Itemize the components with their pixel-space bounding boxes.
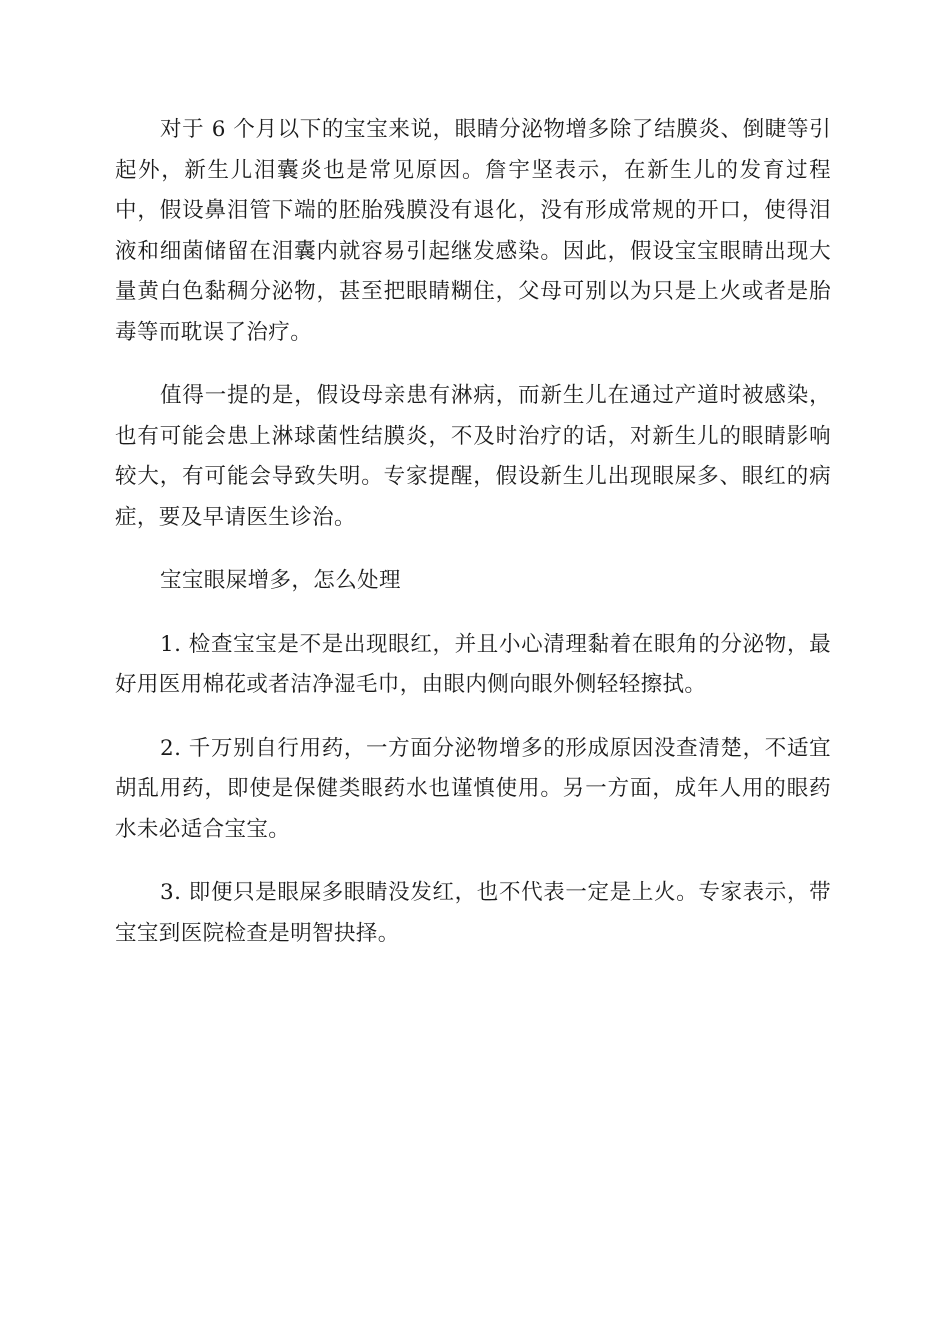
document-body [115, 110, 831, 977]
list-item-1: 1. 检查宝宝是不是出现眼红，并且小心清理黏着在眼角的分泌物，最好用医用棉花或者洁净湿毛巾，由眼内侧向眼外侧轻轻擦拭。 [115, 631, 831, 697]
paragraph-gonorrhea-warning: 值得一提的是，假设母亲患有淋病，而新生儿在通过产道时被感染，也有可能会患上淋球菌性结膜炎，不及时治疗的话，对新生儿的眼睛影响较大，有可能会导致失明。专家提醒，假设新生儿出现眼屎多、眼红的病症，要及早请医生诊治。 [115, 383, 831, 530]
list-item-3: 3. 即便只是眼屎多眼睛没发红，也不代表一定是上火。专家表示，带宝宝到医院检查是明智抉择。 [115, 880, 831, 946]
paragraph-causes: 对于 6 个月以下的宝宝来说，眼睛分泌物增多除了结膜炎、倒睫等引起外，新生儿泪囊炎也是常见原因。詹宇坚表示，在新生儿的发育过程中，假设鼻泪管下端的胚胎残膜没有退化，没有形成常规的开口，使得泪液和细菌储留在泪囊内就容易引起继发感染。因此，假设宝宝眼睛出现大量黄白色黏稠分泌物，甚至把眼睛糊住，父母可别以为只是上火或者是胎毒等而耽误了治疗。 [115, 117, 831, 345]
list-item-2: 2. 千万别自行用药，一方面分泌物增多的形成原因没查清楚，不适宜胡乱用药，即使是保健类眼药水也谨慎使用。另一方面，成年人用的眼药水未必适合宝宝。 [115, 735, 831, 842]
section-heading: 宝宝眼屎增多，怎么处理 [160, 568, 401, 593]
